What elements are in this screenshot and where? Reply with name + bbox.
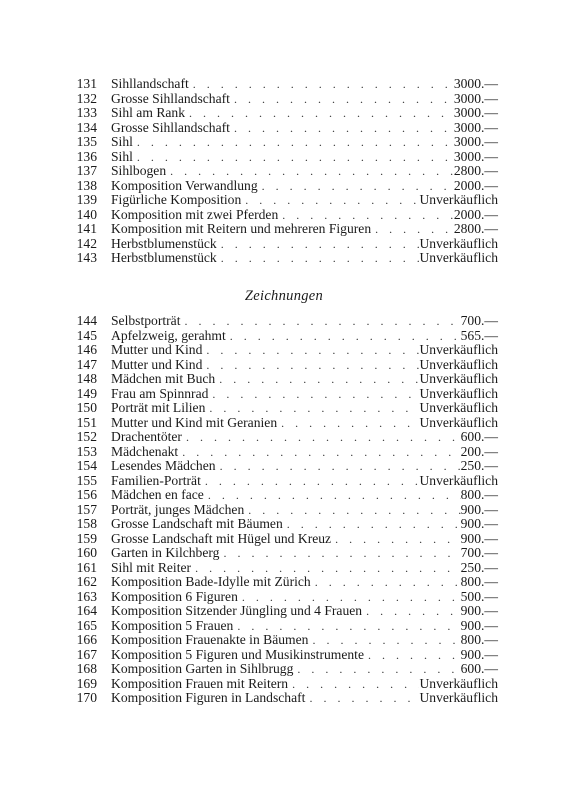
catalog-entry	[64, 488, 498, 503]
dot-leader	[230, 121, 454, 136]
entry-number: 165	[76, 617, 97, 633]
entry-price: Unverkäuflich	[419, 675, 498, 691]
catalog-entry	[64, 106, 498, 121]
entry-price: Unverkäuflich	[419, 250, 498, 265]
entry-title: Grosse Landschaft mit Hügel und Kreuz	[111, 530, 332, 546]
entry-title: Familien-Porträt	[111, 472, 201, 488]
entry-number: 150	[76, 400, 97, 415]
dot-leader	[278, 208, 454, 223]
entry-price: 2800.—	[453, 221, 498, 236]
entry-number: 160	[76, 545, 97, 560]
entry-title: Grosse Landschaft mit Bäumen	[111, 516, 283, 531]
catalog-entry	[64, 532, 498, 547]
dot-leader	[201, 474, 420, 489]
dot-leader	[133, 150, 454, 165]
entry-number: 158	[76, 516, 97, 531]
entry-number: 159	[76, 530, 97, 546]
entry-price: 3000.—	[453, 105, 498, 120]
entry-price: Unverkäuflich	[419, 690, 498, 705]
catalog-entry	[64, 459, 498, 474]
dot-leader	[258, 179, 454, 194]
catalog-entry	[64, 237, 498, 252]
dot-leader	[283, 517, 461, 532]
catalog-entry	[64, 193, 498, 208]
entry-number: 162	[76, 574, 97, 589]
catalog-entry	[64, 121, 498, 136]
entry-title: Grosse Sihllandschaft	[111, 90, 230, 106]
entry-number: 156	[76, 487, 97, 502]
catalog-entry	[64, 691, 498, 706]
entry-title: Komposition Frauenakte in Bäumen	[111, 632, 309, 647]
entry-price: 200.—	[460, 443, 498, 459]
entry-title: Mutter und Kind mit Geranien	[111, 414, 278, 430]
entry-number: 163	[76, 588, 97, 604]
entry-title: Lesendes Mädchen	[111, 458, 216, 473]
entry-number: 146	[76, 342, 97, 357]
entry-title: Figürliche Komposition	[111, 192, 242, 207]
dot-leader	[191, 561, 461, 576]
catalog-entry	[64, 575, 498, 590]
catalog-entry	[64, 546, 498, 561]
catalog-entry	[64, 372, 498, 387]
catalog-entry	[64, 329, 498, 344]
catalog-entry	[64, 77, 498, 92]
dot-leader	[308, 633, 460, 648]
entry-price: Unverkäuflich	[419, 472, 498, 488]
entry-title: Porträt mit Lilien	[111, 400, 206, 415]
entry-price: 900.—	[460, 617, 498, 633]
catalog-entry	[64, 387, 498, 402]
entry-title: Mädchenakt	[111, 443, 179, 459]
entry-price: Unverkäuflich	[419, 400, 498, 415]
catalog-entry	[64, 135, 498, 150]
entry-number: 153	[76, 443, 97, 459]
dot-leader	[331, 532, 461, 547]
entry-price: 900.—	[460, 603, 498, 618]
entry-title: Komposition Bade-Idylle mit Zürich	[111, 574, 311, 589]
dot-leader	[217, 251, 420, 266]
entry-price: 700.—	[460, 545, 498, 560]
catalog-entry	[64, 430, 498, 445]
entry-number: 166	[76, 632, 97, 647]
dot-leader	[371, 222, 454, 237]
entry-number: 141	[76, 221, 97, 236]
catalog-entry	[64, 590, 498, 605]
catalog-entry	[64, 503, 498, 518]
dot-leader	[233, 619, 460, 634]
entry-title: Sihl	[111, 148, 133, 164]
entry-title: Sihl mit Reiter	[111, 559, 192, 575]
dot-leader	[226, 329, 461, 344]
entry-number: 138	[76, 177, 97, 193]
dot-leader	[244, 503, 460, 518]
entry-number: 170	[76, 690, 97, 705]
catalog-entry	[64, 164, 498, 179]
catalog-entry	[64, 474, 498, 489]
entry-title: Komposition Figuren in Landschaft	[111, 690, 306, 705]
dot-leader	[178, 445, 460, 460]
entry-price: 2000.—	[453, 206, 498, 222]
dot-leader	[219, 546, 460, 561]
entry-price: 565.—	[460, 327, 498, 343]
entry-price: 250.—	[460, 559, 498, 575]
entry-price: Unverkäuflich	[419, 356, 498, 372]
entry-number: 132	[76, 90, 97, 106]
entry-title: Grosse Sihllandschaft	[111, 119, 230, 135]
entry-number: 137	[76, 163, 97, 178]
entry-title: Komposition mit Reitern und mehreren Figuren	[111, 221, 372, 236]
entry-number: 151	[76, 414, 97, 430]
entry-price: 900.—	[460, 646, 498, 662]
dot-leader	[189, 77, 454, 92]
entry-number: 139	[76, 192, 97, 207]
entry-number: 144	[76, 313, 97, 328]
catalog-entry	[64, 633, 498, 648]
entry-price: 2800.—	[453, 163, 498, 178]
dot-leader	[311, 575, 461, 590]
catalog-entry	[64, 150, 498, 165]
entry-title: Porträt, junges Mädchen	[111, 501, 245, 517]
entry-number: 152	[76, 429, 97, 444]
entry-title: Komposition Sitzender Jüngling und 4 Frauen	[111, 603, 363, 618]
entry-title: Komposition 5 Frauen	[111, 617, 234, 633]
entry-title: Frau am Spinnrad	[111, 385, 209, 401]
catalog-entry	[64, 401, 498, 416]
dot-leader	[204, 488, 461, 503]
catalog-entry	[64, 604, 498, 619]
entry-price: 800.—	[460, 574, 498, 589]
entry-price: 700.—	[460, 313, 498, 328]
dot-leader	[208, 387, 419, 402]
dot-leader	[202, 358, 419, 373]
catalog-entry	[64, 179, 498, 194]
entry-title: Garten in Kilchberg	[111, 545, 220, 560]
catalog-entry	[64, 358, 498, 373]
dot-leader	[305, 691, 419, 706]
entry-number: 169	[76, 675, 97, 691]
dot-leader	[205, 401, 419, 416]
entry-title: Mädchen mit Buch	[111, 371, 216, 386]
entry-price: 500.—	[460, 588, 498, 604]
entry-title: Sihl am Rank	[111, 105, 186, 120]
entry-title: Sihllandschaft	[111, 76, 189, 91]
entry-title: Komposition 6 Figuren	[111, 588, 238, 604]
dot-leader	[166, 164, 454, 179]
entry-title: Sihl	[111, 134, 133, 149]
entry-title: Sihlbogen	[111, 163, 167, 178]
entry-price: 250.—	[460, 458, 498, 473]
entry-price: 3000.—	[453, 148, 498, 164]
entry-number: 154	[76, 458, 97, 473]
entry-number: 147	[76, 356, 97, 372]
dot-leader	[364, 648, 461, 663]
catalog-entry	[64, 662, 498, 677]
entry-number: 131	[76, 76, 97, 91]
entry-price: 600.—	[460, 429, 498, 444]
entry-number: 142	[76, 235, 97, 251]
catalog-entry	[64, 619, 498, 634]
catalog-entry	[64, 314, 498, 329]
entry-price: 900.—	[460, 516, 498, 531]
dot-leader	[182, 430, 461, 445]
dot-leader	[216, 459, 461, 474]
entry-number: 134	[76, 119, 97, 135]
catalog-entry	[64, 208, 498, 223]
entry-title: Komposition 5 Figuren und Musikinstrumente	[111, 646, 364, 662]
entry-title: Herbstblumenstück	[111, 235, 217, 251]
entry-price: Unverkäuflich	[419, 414, 498, 430]
entry-price: Unverkäuflich	[419, 385, 498, 401]
entry-number: 143	[76, 250, 97, 265]
dot-leader	[180, 314, 460, 329]
entry-title: Komposition Verwandlung	[111, 177, 258, 193]
entry-price: 3000.—	[453, 76, 498, 91]
entry-price: 3000.—	[453, 134, 498, 149]
entry-number: 149	[76, 385, 97, 401]
paintings-list	[64, 77, 498, 266]
catalog-entry	[64, 222, 498, 237]
entry-title: Mutter und Kind	[111, 342, 203, 357]
entry-number: 164	[76, 603, 97, 618]
entry-title: Komposition mit zwei Pferden	[111, 206, 279, 222]
dot-leader	[293, 662, 460, 677]
entry-number: 136	[76, 148, 97, 164]
catalog-entry	[64, 561, 498, 576]
dot-leader	[215, 372, 419, 387]
dot-leader	[133, 135, 454, 150]
entry-number: 133	[76, 105, 97, 120]
entry-price: 600.—	[460, 661, 498, 676]
entry-number: 167	[76, 646, 97, 662]
entry-title: Komposition Frauen mit Reitern	[111, 675, 289, 691]
entry-title: Herbstblumenstück	[111, 250, 217, 265]
dot-leader	[288, 677, 419, 692]
entry-number: 135	[76, 134, 97, 149]
entry-price: Unverkäuflich	[419, 371, 498, 386]
dot-leader	[202, 343, 419, 358]
entry-price: 800.—	[460, 632, 498, 647]
entry-price: 2000.—	[453, 177, 498, 193]
catalog-entry	[64, 343, 498, 358]
dot-leader	[241, 193, 419, 208]
catalog-entry	[64, 445, 498, 460]
catalog-entry	[64, 251, 498, 266]
entry-title: Selbstporträt	[111, 313, 181, 328]
entry-price: 3000.—	[453, 119, 498, 135]
entry-number: 161	[76, 559, 97, 575]
entry-number: 155	[76, 472, 97, 488]
entry-number: 148	[76, 371, 97, 386]
entry-title: Apfelzweig, gerahmt	[111, 327, 226, 343]
entry-price: 3000.—	[453, 90, 498, 106]
entry-number: 168	[76, 661, 97, 676]
dot-leader	[277, 416, 419, 431]
section-heading-drawings: Zeichnungen	[244, 288, 324, 304]
entry-title: Mädchen en face	[111, 487, 204, 502]
catalog-entry	[64, 517, 498, 532]
dot-leader	[230, 92, 454, 107]
entry-title: Mutter und Kind	[111, 356, 203, 372]
entry-title: Komposition Garten in Sihlbrugg	[111, 661, 294, 676]
entry-price: Unverkäuflich	[419, 342, 498, 357]
entry-number: 157	[76, 501, 97, 517]
dot-leader	[362, 604, 461, 619]
entry-price: 900.—	[460, 501, 498, 517]
catalog-entry	[64, 416, 498, 431]
entry-number: 145	[76, 327, 97, 343]
dot-leader	[238, 590, 461, 605]
catalog-entry	[64, 677, 498, 692]
entry-number: 140	[76, 206, 97, 222]
catalog-entry	[64, 92, 498, 107]
entry-price: 900.—	[460, 530, 498, 546]
entry-price: Unverkäuflich	[419, 235, 498, 251]
entry-title: Drachentöter	[111, 429, 182, 444]
drawings-list	[64, 314, 498, 706]
entry-price: Unverkäuflich	[419, 192, 498, 207]
dot-leader	[217, 237, 420, 252]
dot-leader	[185, 106, 454, 121]
entry-price: 800.—	[460, 487, 498, 502]
catalog-entry	[64, 648, 498, 663]
